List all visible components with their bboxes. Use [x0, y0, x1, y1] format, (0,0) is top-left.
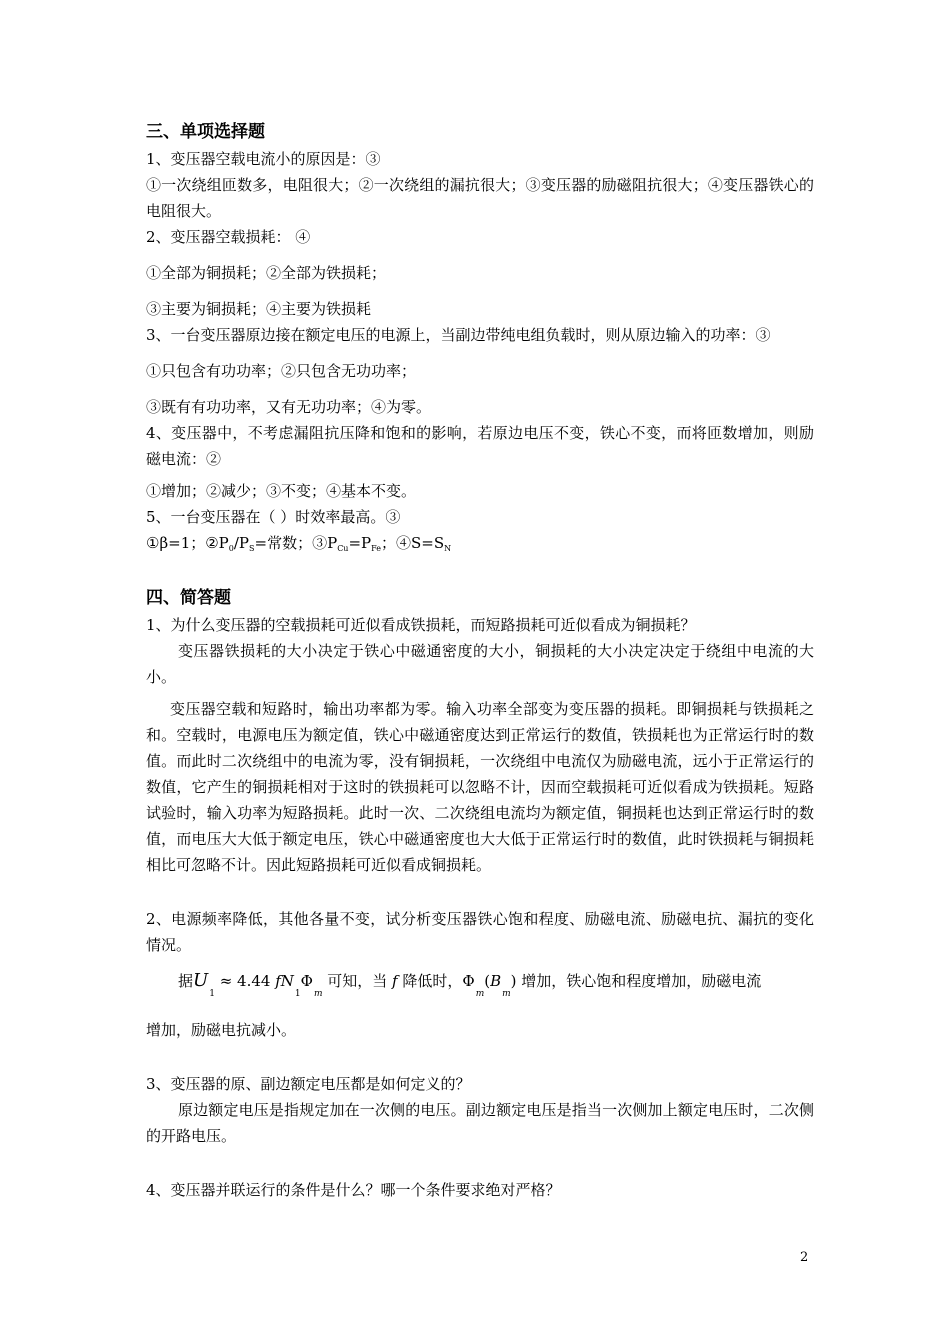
question-options: ①一次绕组匝数多，电阻很大；②一次绕组的漏抗很大；③变压器的励磁阻抗很大；④变压器铁心的电阻很大。 [146, 176, 814, 220]
question-stem: 5、一台变压器在（ ）时效率最高。③ [146, 508, 401, 526]
question-stem: 3、一台变压器原边接在额定电压的电源上，当副边带纯电组负载时，则从原边输入的功率：③ [146, 326, 771, 344]
question-options: ③既有有功功率，又有无功功率；④为零。 [146, 398, 432, 416]
question-text: 2、电源频率降低，其他各量不变，试分析变压器铁心饱和程度、励磁电流、励磁电抗、漏抗的变化情况。 [146, 910, 814, 954]
question-stem: 2、变压器空载损耗： ④ [146, 228, 311, 246]
formula-subscript: m [475, 989, 485, 999]
answer-paragraph: 原边额定电压是指规定加在一次侧的电压。副边额定电压是指当一次侧加上额定电压时，二次侧的开路电压。 [146, 1101, 814, 1145]
page-number: 2 [800, 1250, 809, 1265]
formula-symbol: B [490, 972, 502, 990]
question-options: ①增加；②减少；③不变；④基本不变。 [146, 482, 417, 500]
subscript: Fe [371, 544, 381, 553]
question-text: 4、变压器并联运行的条件是什么？哪一个条件要求绝对严格？ [146, 1181, 561, 1199]
option-text: /P [233, 534, 250, 552]
formula-text: ) [510, 972, 517, 990]
question-text: 3、变压器的原、副边额定电压都是如何定义的？ [146, 1075, 471, 1093]
section-title: 四、简答题 [146, 588, 231, 608]
question-text: 1、为什么变压器的空载损耗可近似看成铁损耗，而短路损耗可近似看成为铜损耗？ [146, 616, 696, 634]
answer-paragraph: 变压器空载和短路时，输出功率都为零。输入功率全部变为变压器的损耗。即铜损耗与铁损耗之和。空载时，电源电压为额定值，铁心中磁通密度达到正常运行的数值，铁损耗也为正常运行时的数值。而此时二次绕组中的电流为零，没有铜损耗，一次绕组中电流仅为励磁电流，远小于正常运行的数值，它产生的铜损耗相对于这时的铁损耗可以忽略不计，因而空载损耗可近似看成为铁损耗。短路试验时，输入功率为短路损耗。此时一次、二次绕组电流均为额定值，铜损耗也达到正常运行时的数值，而电压大大低于额定电压，铁心中磁通密度也大大低于正常运行时的数值，此时铁损耗与铜损耗相比可忽略不计。因此短路损耗可近似看成铜损耗。 [146, 700, 814, 874]
formula-text: ≈ 4.44 [214, 972, 276, 990]
option-text: ；④S=S [381, 534, 445, 552]
answer-paragraph: 变压器铁损耗的大小决定于铁心中磁通密度的大小，铜损耗的大小决定决定于绕组中电流的大小。 [146, 642, 814, 686]
question-stem: 4、变压器中，不考虑漏阻抗压降和饱和的影响，若原边电压不变，铁心不变，而将匝数增加，则励磁电流：② [146, 424, 814, 468]
formula-subscript: m [502, 989, 511, 999]
answer-paragraph: 增加，励磁电抗减小。 [146, 1021, 297, 1039]
formula-text: 增加，铁心饱和程度增加，励磁电流 [516, 972, 762, 990]
formula-line [146, 968, 814, 1007]
subscript: 0 [228, 544, 234, 553]
question-options: ③主要为铜损耗；④主要为铁损耗 [146, 300, 372, 318]
question-options: ①只包含有功功率；②只包含无功功率； [146, 362, 417, 380]
formula-text: 据 [178, 972, 194, 990]
question-options: ①全部为铜损耗；②全部为铁损耗； [146, 264, 387, 282]
formula-text: 可知，当 [322, 972, 393, 990]
option-text: =常数；③P [254, 534, 338, 552]
subscript: N [444, 544, 452, 553]
subscript: S [249, 544, 255, 553]
subscript: Cu [337, 544, 349, 553]
formula-text: 降低时， [397, 972, 463, 990]
formula-symbol: U [193, 970, 209, 991]
section-title: 三、单项选择题 [146, 122, 265, 142]
option-text: =P [348, 534, 372, 552]
document-page [146, 118, 814, 1203]
formula-symbol: Φ [300, 972, 313, 990]
question-options [146, 530, 814, 556]
formula-symbol: fN [275, 972, 294, 990]
formula-subscript: 1 [209, 989, 215, 999]
formula-symbol: Φ [462, 972, 475, 990]
formula-subscript: m [313, 989, 323, 999]
formula-symbol: f [392, 972, 398, 990]
formula-text: ( [484, 972, 491, 990]
question-stem: 1、变压器空载电流小的原因是：③ [146, 150, 381, 168]
formula-subscript: 1 [294, 989, 301, 999]
option-text: ①β=1；②P [146, 534, 229, 552]
